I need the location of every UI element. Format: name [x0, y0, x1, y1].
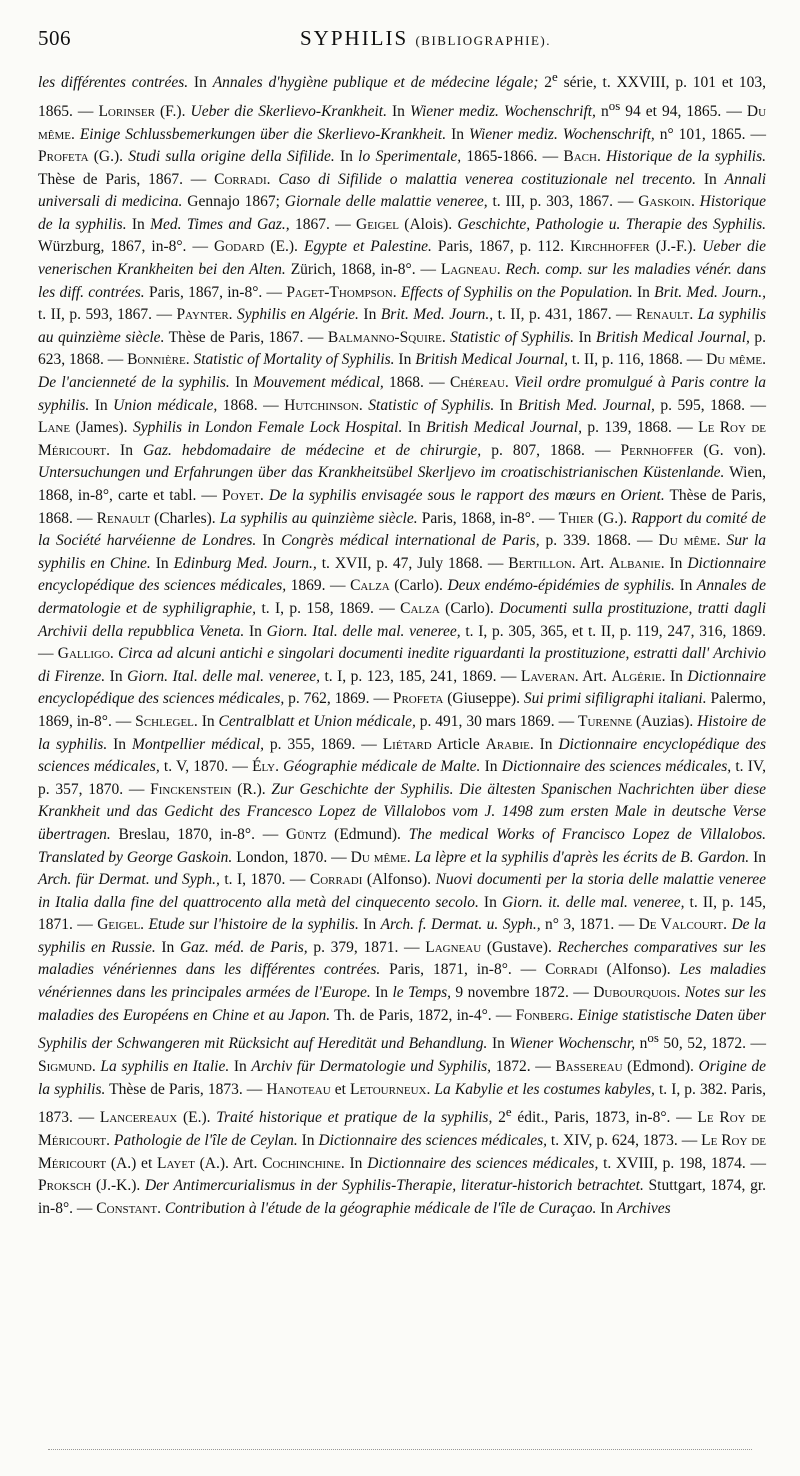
bibliography-text [38, 66, 766, 1220]
footer-rule [48, 1449, 752, 1450]
page-header [38, 26, 766, 62]
page-number: 506 [38, 26, 71, 50]
running-head-subtitle: (BIBLIOGRAPHIE). [415, 33, 552, 48]
running-head [300, 26, 551, 51]
bibliography-paragraph: les différentes contrées. In Annales d'hygiène publique et de médecine légale; 2e série, t. XXVIII, p. 101 et 103, 1865. — Lorinser (F.). Ueber die Skerlievo-Krankheit. In Wiener mediz. Wochenschrift, $n^{os}$ 94 et 94, 1865. — Du même. Einige Schlussbemerkungen über die Skerlievo-Krankheit. In Wiener mediz. Wochenschrift, n° 101, 1865. — Profeta (G.). Studi sulla origine della Sifilide. In lo Sperimentale, 1865-1866. — Bach. Historique de la syphilis. Thèse de Paris, 1867. — Corradi. Caso di Sifilide o malattia venerea costituzionale nel trecento. In Annali universali di medicina. Gennajo 1867; Giornale delle malattie veneree, t. III, p. 303, 1867. — Gaskoin. Historique de la syphilis. In Med. Times and Gaz., 1867. — Geigel (Alois). Geschichte, Pathologie u. Therapie des Syphilis. Würzburg, 1867, in-8°. — Godard (E.). Egypte et Palestine. Paris, 1867, p. 112. Kirchhoffer (J.-F.). Ueber die venerischen Krankheiten bei den Alten. Zürich, 1868, in-8°. — Lagneau. Rech. comp. sur les maladies vénér. dans les diff. contrées. Paris, 1867, in-8°. — Paget-Thompson. Effects of Syphilis on the Population. In Brit. Med. Journ., t. II, p. 593, 1867. — Paynter. Syphilis en Algérie. In Brit. Med. Journ., t. II, p. 431, 1867. — Renault. La syphilis au quinzième siècle. Thèse de Paris, 1867. — Balmanno-Squire. Statistic of Syphilis. In British Medical Journal, p. 623, 1868. — Bonnière. Statistic of Mortality of Syphilis. In British Medical Journal, t. II, p. 116, 1868. — Du même. De l'ancienneté de la syphilis. In Mouvement médical, 1868. — Chéreau. Vieil ordre promulgué à Paris contre la syphilis. In Union médicale, 1868. — Hutchinson. Statistic of Syphilis. In British Med. Journal, p. 595, 1868. — Lane (James). Syphilis in London Female Lock Hospital. In British Medical Journal, p. 139, 1868. — Le Roy de Méricourt. In Gaz. hebdomadaire de médecine et de chirurgie, p. 807, 1868. — Pernhoffer (G. von). Untersuchungen und Erfahrungen über das Krankheitsübel Skerljevo im croatischistrianischen Küstenlande. Wien, 1868, in-8°, carte et tabl. — Poyet. De la syphilis envisagée sous le rapport des mœurs en Orient. Thèse de Paris, 1868. — Renault (Charles). La syphilis au quinzième siècle. Paris, 1868, in-8°. — Thier (G.). Rapport du comité de la Société harvéienne de Londres. In Congrès médical international de Paris, p. 339. 1868. — Du même. Sur la syphilis en Chine. In Edinburg Med. Journ., t. XVII, p. 47, July 1868. — Bertillon. Art. Albanie. In Dictionnaire encyclopédique des sciences médicales, 1869. — Calza (Carlo). Deux endémo-épidémies de syphilis. In Annales de dermatologie et de syphiligraphie, t. I, p. 158, 1869. — Calza (Carlo). Documenti sulla prostituzione, tratti dagli Archivii della repubblica Veneta. In Giorn. Ital. delle mal. veneree, t. I, p. 305, 365, et t. II, p. 119, 247, 316, 1869. — Galligo. Circa ad alcuni antichi e singolari documenti inedite riguardanti la prostituzione, estratti dall' Archivio di Firenze. In Giorn. Ital. delle mal. veneree, t. I, p. 123, 185, 241, 1869. — Laveran. Art. Algérie. In Dictionnaire encyclopédique des sciences médicales, p. 762, 1869. — Profeta (Giuseppe). Sui primi sifiligraphi italiani. Palermo, 1869, in-8°. — Schlegel. In Centralblatt et Union médicale, p. 491, 30 mars 1869. — Turenne (Auzias). Histoire de la syphilis. In Montpellier médical, p. 355, 1869. — Liétard Article Arabie. In Dictionnaire encyclopédique des sciences médicales, t. V, 1870. — Ély. Géographie médicale de Malte. In Dictionnaire des sciences médicales, t. IV, p. 357, 1870. — Finckenstein (R.). Zur Geschichte der Syphilis. Die ältesten Spanischen Nachrichten über diese Krankheit und das Gedicht des Francesco Lopez de Villalobos vom J. 1498 zum ersten Male in deutsche Verse übertragen. Breslau, 1870, in-8°. — Güntz (Edmund). The medical Works of Francisco Lopez de Villalobos. Translated by George Gaskoin. London, 1870. — Du même. La lèpre et la syphilis d'après les écrits de B. Gardon. In Arch. für Dermat. und Syph., t. I, 1870. — Corradi (Alfonso). Nuovi documenti per la storia delle malattie veneree in Italia dalla fine del quattrocento alla metà del cinquecento secolo. In Giorn. it. delle mal. veneree, t. II, p. 145, 1871. — Geigel. Etude sur l'histoire de la syphilis. In Arch. f. Dermat. u. Syph., n° 3, 1871. — De Valcourt. De la syphilis en Russie. In Gaz. méd. de Paris, p. 379, 1871. — Lagneau (Gustave). Recherches comparatives sur les maladies vénériennes dans les différentes contrées. Paris, 1871, in-8°. — Corradi (Alfonso). Les maladies vénériennes dans les principales armées de l'Europe. In le Temps, 9 novembre 1872. — Dubourquois. Notes sur les maladies des Européens en Chine et au Japon. Th. de Paris, 1872, in-4°. — Fonberg. Einige statistische Daten über Syphilis der Schwangeren mit Rücksicht auf Heredität und Behandlung. In Wiener Wochenschr, $n^{os}$ 50, 52, 1872. — Sigmund. La syphilis en Italie. In Archiv für Dermatologie und Syphilis, 1872. — Bassereau (Edmond). Origine de la syphilis. Thèse de Paris, 1873. — Hanoteau et Letourneux. La Kabylie et les costumes kabyles, t. I, p. 382. Paris, 1873. — Lancereaux (E.). Traité historique et pratique de la syphilis, 2e édit., Paris, 1873, in-8°. — Le Roy de Méricourt. Pathologie de l'île de Ceylan. In Dictionnaire des sciences médicales, t. XIV, p. 624, 1873. — Le Roy de Méricourt (A.) et Layet (A.). Art. Cochinchine. In Dictionnaire des sciences médicales, t. XVIII, p. 198, 1874. — Proksch (J.-K.). Der Antimercurialismus in der Syphilis-Therapie, literatur-historich betrachtet. Stuttgart, 1874, gr. in-8°. — Constant. Contribution à l'étude de la géographie médicale de l'île de Curaçao. In Archives [38, 69, 767, 1217]
running-head-title: SYPHILIS [300, 26, 409, 50]
